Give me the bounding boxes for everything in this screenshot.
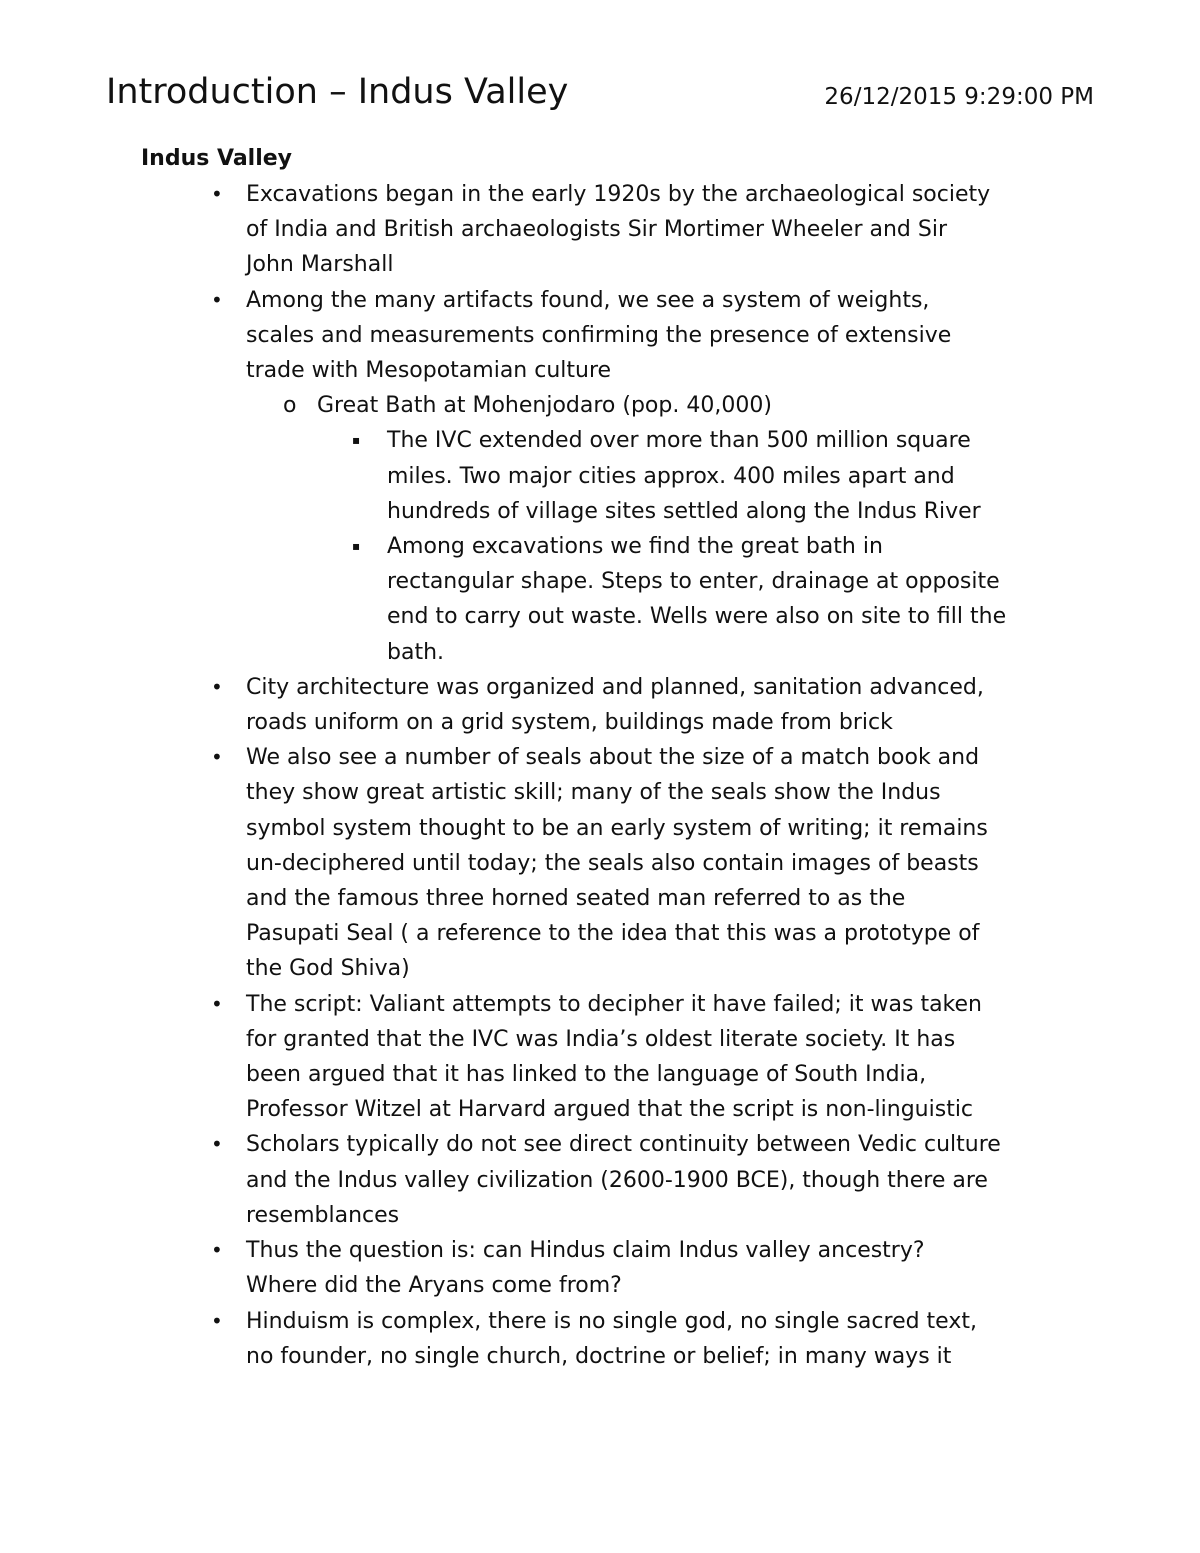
list-item-line: Hinduism is complex, there is no single god, no single sacred text, xyxy=(246,1308,977,1334)
list-item-line: Among the many artifacts found, we see a system of weights, xyxy=(246,287,930,313)
list-item-line: and the famous three horned seated man referred to as the xyxy=(246,886,906,912)
list-item xyxy=(0,1233,1200,1303)
list-item-line: Scholars typically do not see direct continuity between Vedic culture xyxy=(246,1132,1001,1158)
list-item-line: symbol system thought to be an early system of writing; it remains xyxy=(246,815,988,841)
list-item-line: hundreds of village sites settled along the Indus River xyxy=(387,498,981,524)
bullet-list xyxy=(0,177,1200,1374)
list-item xyxy=(0,423,1200,529)
list-item-line: Excavations began in the early 1920s by the archaeological society xyxy=(246,182,991,207)
list-item-line: Professor Witzel at Harvard argued that the script is non-linguistic xyxy=(246,1097,974,1123)
list-item-line: for granted that the IVC was India’s oldest literate society. It has xyxy=(246,1026,956,1052)
list-item-line: Thus the question is: can Hindus claim Indus valley ancestry? xyxy=(246,1238,925,1264)
disc-bullet-icon: • xyxy=(211,1132,223,1157)
list-item-text xyxy=(246,283,1076,389)
list-item-line: of India and British archaeologists Sir Mortimer Wheeler and Sir xyxy=(246,217,948,243)
list-item-text xyxy=(246,740,1076,986)
document-title: Introduction – Indus Valley xyxy=(106,72,569,112)
list-item xyxy=(0,1127,1200,1233)
list-item xyxy=(0,740,1200,986)
list-item-line: resemblances xyxy=(246,1202,400,1228)
disc-bullet-icon: • xyxy=(211,745,223,770)
list-item-text xyxy=(387,529,1077,670)
list-item xyxy=(0,987,1200,1128)
disc-bullet-icon: • xyxy=(211,674,223,699)
list-item-text xyxy=(246,1233,1076,1303)
list-item-text xyxy=(246,1127,1076,1233)
list-item-line: miles. Two major cities approx. 400 miles apart and xyxy=(387,463,955,489)
square-bullet-icon: ▪ xyxy=(352,433,361,448)
disc-bullet-icon: • xyxy=(211,991,223,1016)
list-item-text xyxy=(246,1304,1076,1374)
list-item-line: Where did the Aryans come from? xyxy=(246,1273,622,1299)
list-item-line: trade with Mesopotamian culture xyxy=(246,358,612,384)
list-item-line: John Marshall xyxy=(246,252,394,278)
document-header xyxy=(106,70,1094,120)
list-item-line: Pasupati Seal ( a reference to the idea that this was a prototype of xyxy=(246,921,980,947)
list-item-line: Among excavations we find the great bath in xyxy=(387,534,883,560)
disc-bullet-icon: • xyxy=(211,182,223,206)
list-item-line: The IVC extended over more than 500 million square xyxy=(387,428,971,454)
circle-bullet-icon: o xyxy=(283,393,297,419)
list-item xyxy=(0,1304,1200,1374)
list-item-line: they show great artistic skill; many of the seals show the Indus xyxy=(246,780,941,806)
list-item xyxy=(0,529,1200,670)
list-item-line: bath. xyxy=(387,639,445,665)
list-item xyxy=(0,283,1200,389)
section-heading: Indus Valley xyxy=(141,146,293,171)
list-item xyxy=(0,177,1200,283)
list-item-line: and the Indus valley civilization (2600-1900 BCE), though there are xyxy=(246,1167,988,1193)
list-item-text xyxy=(246,670,1076,740)
list-item-text xyxy=(246,987,1076,1128)
list-item-line: roads uniform on a grid system, buildings made from brick xyxy=(246,710,893,736)
list-item-line: We also see a number of seals about the size of a match book and xyxy=(246,745,980,771)
list-item-text xyxy=(317,388,1077,423)
list-item-line: scales and measurements confirming the presence of extensive xyxy=(246,322,952,348)
list-item xyxy=(0,388,1200,423)
disc-bullet-icon: • xyxy=(211,1308,223,1333)
document-timestamp: 26/12/2015 9:29:00 PM xyxy=(824,84,1094,110)
list-item-text xyxy=(246,177,1076,283)
list-item-line: The script: Valiant attempts to decipher it have failed; it was taken xyxy=(246,991,982,1017)
disc-bullet-icon: • xyxy=(211,1238,223,1263)
list-item-line: un-deciphered until today; the seals also contain images of beasts xyxy=(246,850,979,876)
list-item-line: the God Shiva) xyxy=(246,956,410,982)
list-item-line: City architecture was organized and planned, sanitation advanced, xyxy=(246,674,984,700)
list-item-text xyxy=(387,423,1077,529)
list-item-line: been argued that it has linked to the language of South India, xyxy=(246,1062,927,1088)
square-bullet-icon: ▪ xyxy=(352,539,361,554)
list-item-line: no founder, no single church, doctrine or belief; in many ways it xyxy=(246,1343,952,1369)
list-item xyxy=(0,670,1200,740)
list-item-line: Great Bath at Mohenjodaro (pop. 40,000) xyxy=(317,393,772,419)
list-item-line: rectangular shape. Steps to enter, drainage at opposite xyxy=(387,569,1000,595)
list-item-line: end to carry out waste. Wells were also on site to fill the xyxy=(387,604,1007,630)
disc-bullet-icon: • xyxy=(211,287,223,312)
